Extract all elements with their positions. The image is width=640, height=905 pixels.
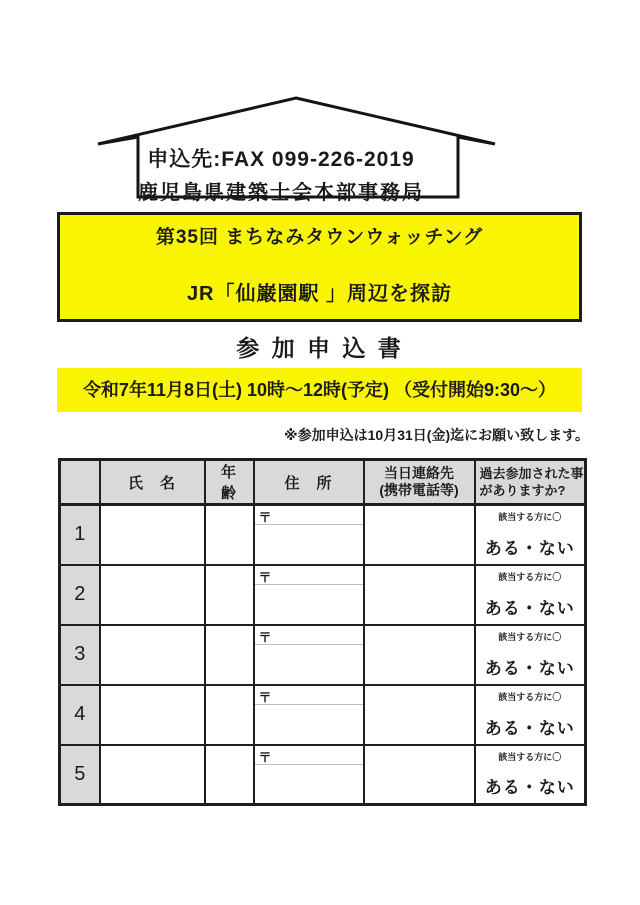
name-cell <box>100 745 205 805</box>
fax-callout-text <box>97 143 465 205</box>
contact-cell <box>364 565 475 625</box>
aru-nai-choice: ある・ない <box>484 778 575 797</box>
event-title-banner <box>57 212 582 322</box>
past-participation-cell <box>475 505 586 565</box>
contact-cell <box>364 505 475 565</box>
address-writing-line <box>255 704 363 705</box>
circle-instruction: 該当する方に〇 <box>498 751 562 762</box>
header-contact <box>364 460 475 505</box>
contact-cell <box>364 745 475 805</box>
postal-mark: 〒 <box>258 510 272 525</box>
contact-cell <box>364 685 475 745</box>
aru-nai-choice: ある・ない <box>484 538 575 558</box>
address-cell <box>254 625 364 685</box>
header-name: 氏 名 <box>100 460 205 505</box>
age-cell <box>205 685 254 745</box>
fax-number-line: 申込先:FAX 099-226-2019 <box>147 148 415 171</box>
header-contact-line1: 当日連絡先 <box>384 465 454 481</box>
table-row <box>60 685 586 745</box>
postal-mark: 〒 <box>258 569 272 585</box>
office-name-line: 鹿児島県建築士会本部事務局 <box>138 182 424 204</box>
name-cell <box>100 625 205 685</box>
address-cell <box>254 505 364 565</box>
fax-house-callout <box>55 93 505 205</box>
circle-instruction: 該当する方に〇 <box>498 571 562 582</box>
past-participation-cell <box>475 625 586 685</box>
deadline-note: ※参加申込は10月31日(金)迄にお願い致します。 <box>284 427 589 443</box>
postal-mark: 〒 <box>258 749 272 765</box>
circle-instruction: 該当する方に〇 <box>498 631 562 642</box>
age-cell <box>205 565 254 625</box>
age-cell <box>205 745 254 805</box>
age-cell <box>205 625 254 685</box>
address-writing-line <box>255 524 363 525</box>
header-past-line1: 過去参加された事 <box>479 466 584 481</box>
table-row <box>60 505 586 565</box>
row-number: 5 <box>60 745 100 805</box>
row-number: 4 <box>60 685 100 745</box>
aru-nai-choice: ある・ない <box>484 658 575 678</box>
aru-nai-choice: ある・ない <box>484 718 575 738</box>
table-row <box>60 625 586 685</box>
row-number: 3 <box>60 625 100 685</box>
age-cell <box>205 505 254 565</box>
event-subtitle: JR「仙巌園駅 」周辺を探訪 <box>186 283 453 305</box>
header-row-number <box>60 460 100 505</box>
name-cell <box>100 685 205 745</box>
header-age: 年 齢 <box>205 460 254 505</box>
event-date-banner: 令和7年11月8日(土) 10時～12時(予定) （受付開始9:30～） <box>57 368 582 412</box>
past-participation-cell <box>475 685 586 745</box>
address-cell <box>254 685 364 745</box>
table-row <box>60 745 586 805</box>
postal-mark: 〒 <box>258 629 272 645</box>
row-number: 1 <box>60 505 100 565</box>
name-cell <box>100 565 205 625</box>
address-writing-line <box>255 764 363 765</box>
circle-instruction: 該当する方に〇 <box>498 512 562 522</box>
address-writing-line <box>255 584 363 585</box>
past-participation-cell <box>475 565 586 625</box>
name-cell <box>100 505 205 565</box>
table-row <box>60 565 586 625</box>
past-participation-cell <box>475 745 586 805</box>
table-header-row <box>60 460 586 505</box>
header-past-participation <box>475 460 586 505</box>
circle-instruction: 該当する方に〇 <box>498 691 562 702</box>
form-title: 参 加 申 込 書 <box>236 335 404 361</box>
postal-mark: 〒 <box>258 689 272 705</box>
header-past-line2: がありますか? <box>479 483 566 498</box>
address-cell <box>254 565 364 625</box>
address-writing-line <box>255 644 363 645</box>
contact-cell <box>364 625 475 685</box>
header-address: 住 所 <box>254 460 364 505</box>
application-table <box>58 458 587 806</box>
aru-nai-choice: ある・ない <box>484 598 575 618</box>
header-contact-line2: (携帯電話等) <box>379 482 459 498</box>
row-number: 2 <box>60 565 100 625</box>
address-cell <box>254 745 364 805</box>
event-name: 第35回 まちなみタウンウォッチング <box>155 227 484 248</box>
